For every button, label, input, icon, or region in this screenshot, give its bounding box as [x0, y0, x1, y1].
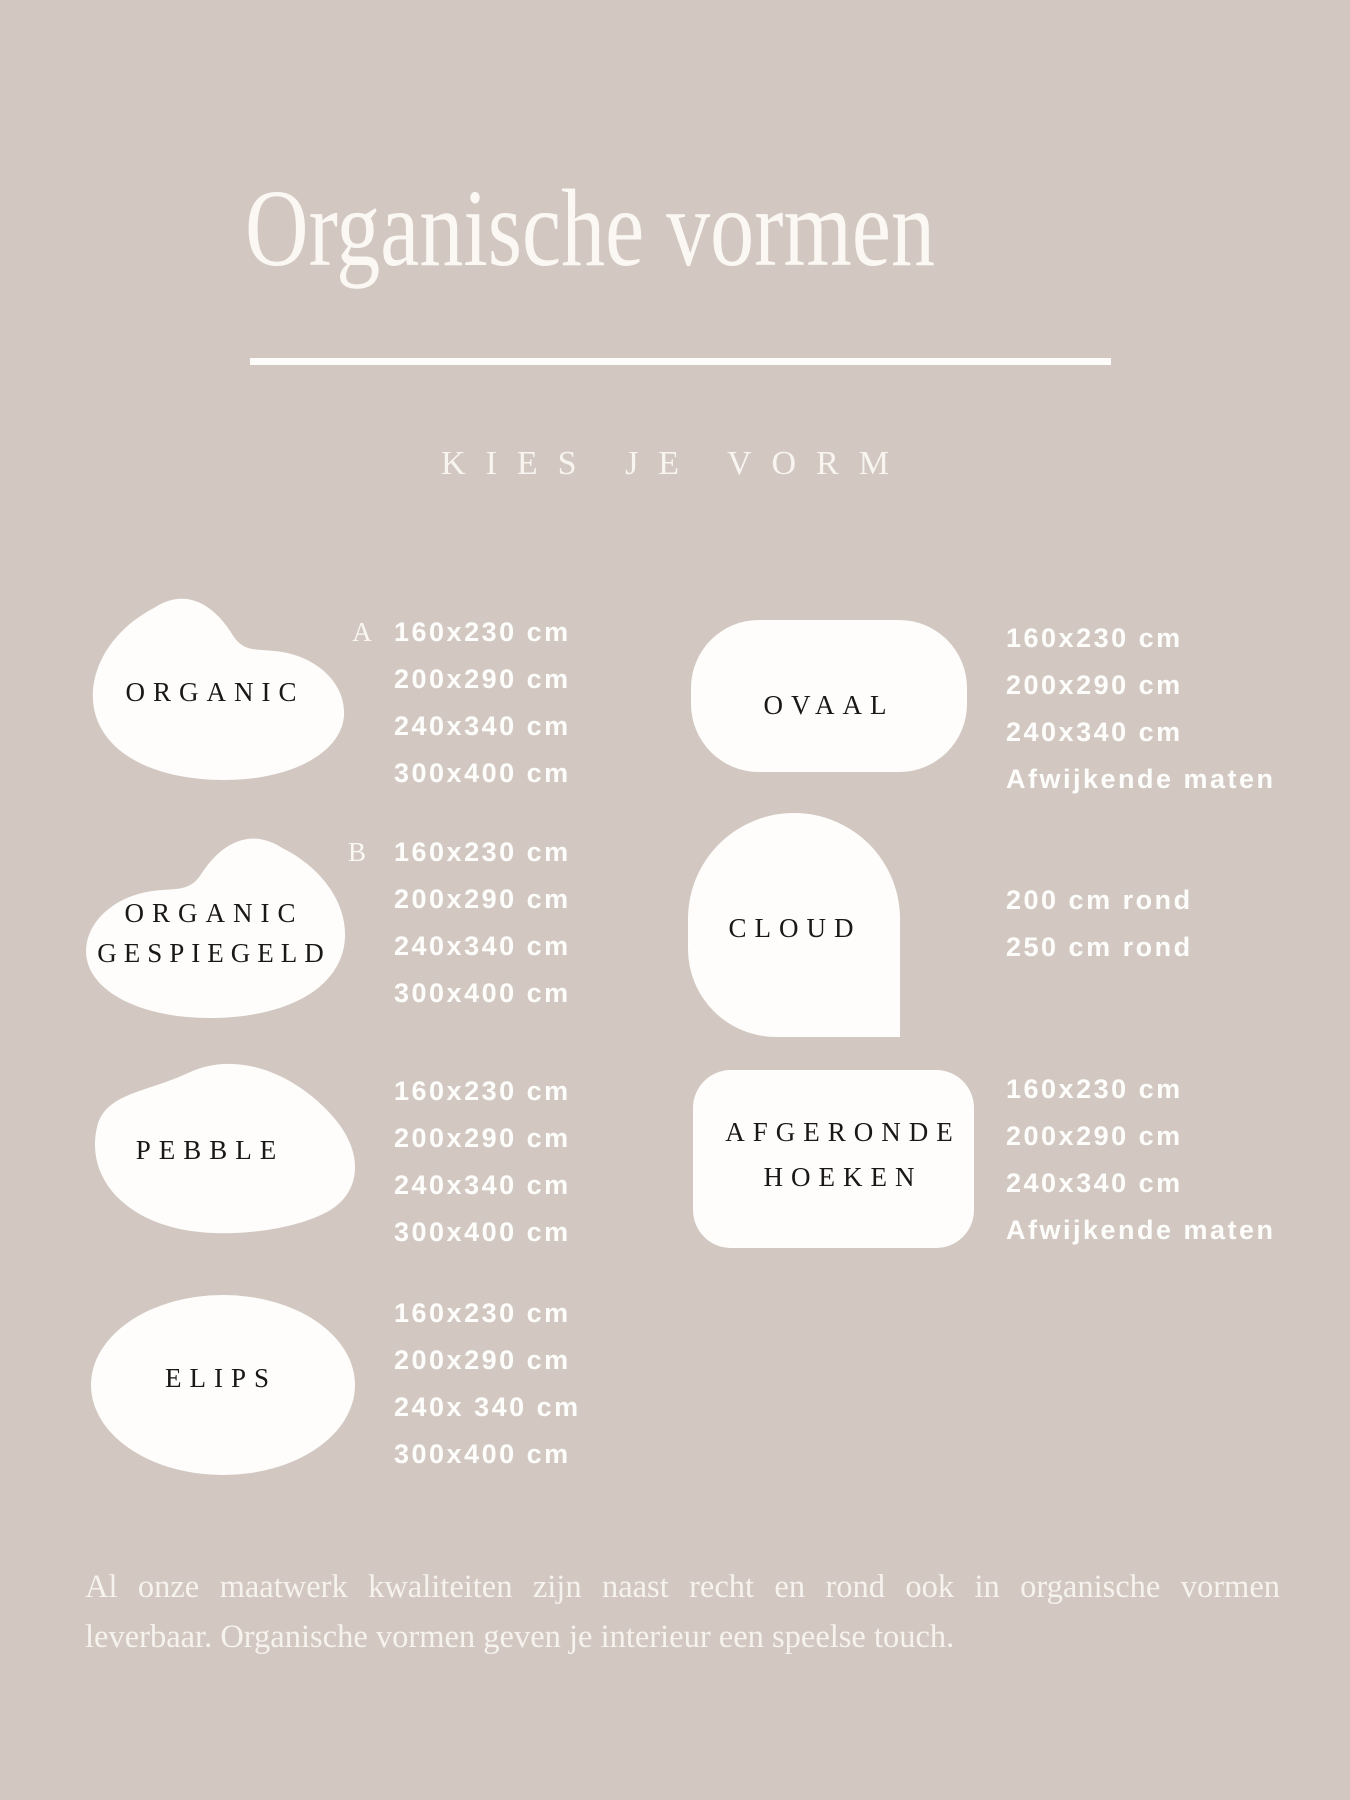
size-option: 250 cm rond: [1006, 932, 1193, 962]
footer-line-2: leverbaar. Organische vormen geven je interieur een speelse touch.: [85, 1619, 955, 1655]
organic-gespiegeld-size-list: [394, 829, 571, 1017]
organic-size-list: [394, 609, 571, 797]
size-option: 160x230 cm: [394, 1298, 571, 1328]
pebble-size-list: [394, 1068, 571, 1256]
size-option: 300x400 cm: [394, 978, 571, 1008]
size-option: 300x400 cm: [394, 1217, 571, 1247]
organic-gespiegeld-label-line2: GESPIEGELD: [97, 938, 331, 968]
organic-gespiegeld-label-line1: ORGANIC: [124, 898, 304, 928]
elips-size-list: [394, 1290, 581, 1478]
size-option: 300x400 cm: [394, 1439, 571, 1469]
ovaal-label: OVAAL: [763, 690, 895, 720]
size-option: 240x340 cm: [394, 711, 571, 741]
afgeronde-hoeken-label-line1: AFGERONDE: [725, 1117, 961, 1147]
size-option: 160x230 cm: [394, 837, 571, 867]
size-option: 160x230 cm: [1006, 623, 1183, 653]
size-option: 200x290 cm: [1006, 670, 1183, 700]
footer-paragraph: [85, 1562, 1280, 1662]
size-option: 200x290 cm: [394, 1123, 571, 1153]
size-option: 240x340 cm: [394, 931, 571, 961]
afgeronde-hoeken-shape: [693, 1070, 974, 1248]
page-subtitle: KIES JE VORM: [441, 445, 909, 482]
cloud-size-list: [1006, 877, 1193, 971]
size-option: 200 cm rond: [1006, 885, 1193, 915]
ovaal-size-list: [1006, 615, 1276, 803]
size-option: 160x230 cm: [394, 617, 571, 647]
size-option: 240x340 cm: [394, 1170, 571, 1200]
footer-line-1: Al onze maatwerk kwaliteiten zijn naast recht en rond ook in organische vormen: [85, 1569, 1280, 1605]
page-title: Organische vormen: [245, 167, 935, 289]
size-option: 160x230 cm: [394, 1076, 571, 1106]
size-option: 200x290 cm: [394, 1345, 571, 1375]
marker-a: A: [352, 617, 372, 647]
afgeronde-hoeken-size-list: [1006, 1066, 1276, 1254]
size-option: 240x340 cm: [1006, 717, 1183, 747]
size-option: 200x290 cm: [1006, 1121, 1183, 1151]
size-option: 300x400 cm: [394, 758, 571, 788]
pebble-label: PEBBLE: [135, 1135, 285, 1165]
size-option: Afwijkende maten: [1006, 764, 1276, 794]
size-option: 240x340 cm: [1006, 1168, 1183, 1198]
size-option: 200x290 cm: [394, 884, 571, 914]
afgeronde-hoeken-label-line2: HOEKEN: [763, 1162, 923, 1192]
cloud-label: CLOUD: [728, 913, 862, 943]
size-option: 240x 340 cm: [394, 1392, 581, 1422]
title-divider: [250, 358, 1111, 365]
elips-label: ELIPS: [164, 1363, 277, 1393]
marker-b: B: [347, 837, 366, 867]
size-option: 200x290 cm: [394, 664, 571, 694]
size-option: 160x230 cm: [1006, 1074, 1183, 1104]
organic-label: ORGANIC: [125, 677, 305, 707]
size-option: Afwijkende maten: [1006, 1215, 1276, 1245]
